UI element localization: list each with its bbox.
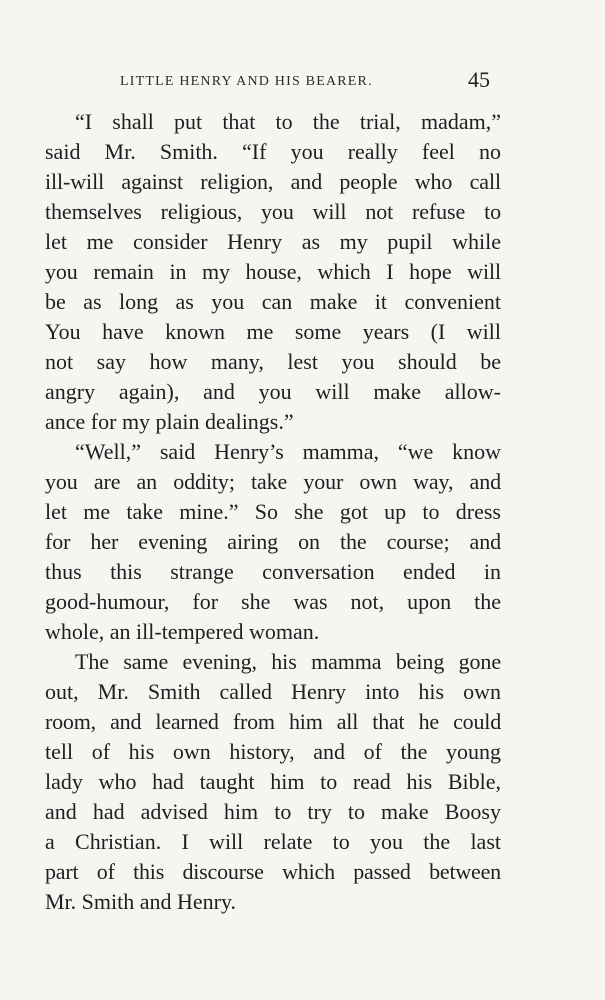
text-line: lady who had taught him to read his Bible, bbox=[45, 769, 501, 794]
running-title: LITTLE HENRY AND HIS BEARER. bbox=[120, 74, 373, 89]
text-line: let me consider Henry as my pupil while bbox=[45, 229, 501, 254]
text-line: angry again), and you will make allow- bbox=[45, 379, 501, 404]
text-line: thus this strange conversation ended in bbox=[45, 559, 501, 584]
text-line: ance for my plain dealings.” bbox=[45, 409, 294, 434]
text-line: Mr. Smith and Henry. bbox=[45, 889, 237, 914]
text-line: room, and learned from him all that he could bbox=[45, 709, 501, 734]
text-line: You have known me some years (I will bbox=[45, 319, 501, 344]
text-line: said Mr. Smith. “If you really feel no bbox=[45, 139, 501, 164]
text-line: out, Mr. Smith called Henry into his own bbox=[45, 679, 501, 704]
text-line: let me take mine.” So she got up to dress bbox=[45, 499, 501, 524]
text-line: part of this discourse which passed between bbox=[45, 859, 501, 884]
text-line: whole, an ill-tempered woman. bbox=[45, 619, 320, 644]
text-line: for her evening airing on the course; and bbox=[45, 529, 501, 554]
page-header bbox=[120, 67, 490, 93]
text-line: be as long as you can make it convenient bbox=[45, 289, 501, 314]
text-line: a Christian. I will relate to you the last bbox=[45, 829, 501, 854]
text-line: “Well,” said Henry’s mamma, “we know bbox=[75, 439, 501, 464]
page-number: 45 bbox=[468, 67, 490, 92]
text-line: you remain in my house, which I hope will bbox=[45, 259, 501, 284]
page-body bbox=[45, 107, 501, 917]
text-line: tell of his own history, and of the young bbox=[45, 739, 501, 764]
text-line: themselves religious, you will not refuse to bbox=[45, 199, 501, 224]
text-line: “I shall put that to the trial, madam,” bbox=[75, 109, 501, 134]
text-line: and had advised him to try to make Boosy bbox=[45, 799, 501, 824]
text-line: good-humour, for she was not, upon the bbox=[45, 589, 501, 614]
text-line: you are an oddity; take your own way, and bbox=[45, 469, 501, 494]
text-line: ill-will against religion, and people who call bbox=[45, 169, 501, 194]
text-line: The same evening, his mamma being gone bbox=[75, 649, 501, 674]
text-line: not say how many, lest you should be bbox=[45, 349, 501, 374]
